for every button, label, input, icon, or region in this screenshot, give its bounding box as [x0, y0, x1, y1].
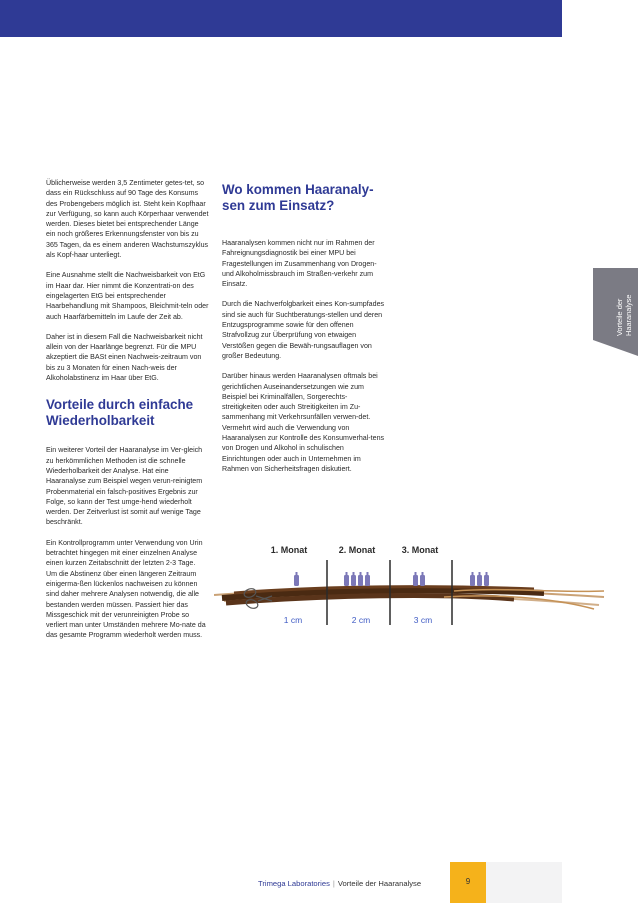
- body-paragraph: Eine Ausnahme stellt die Nachweisbarkeit von EtG im Haar dar. Hier nimmt die Konzentrati-on des eingelagerten EtG bei entsprechender Haarbehandlung mit Shampoos, Bleichmit-teln oder auch Haarfärbemitteln im Laufe der Zeit ab.: [46, 271, 209, 321]
- body-paragraph: Üblicherweise werden 3,5 Zentimeter getes-tet, so dass ein Rückschluss auf 90 Tage des Konsums des Probengebers möglich ist. Steht kein Kopfhaar zur Verfügung, so kann auch Körperhaar verwendet werden. Dieses bietet bei entsprechender Länge ein noch größeres Erkennungsfenster von bis zu 365 Tagen, da es einem anderen Wachstumszyklus als Kopf-haar unterliegt.: [46, 179, 209, 260]
- body-paragraph: Daher ist in diesem Fall die Nachweisbarkeit nicht allein von der Haarlänge begrenzt. Für die MPU akzeptiert die BASt einen Nachweis-zeitraum von bis zu 3 Monaten für einen Nach-weis der Alkoholabstinenz im Haar über EtG.: [46, 332, 203, 383]
- month-label: 2. Monat: [338, 545, 376, 555]
- month-label: 3. Monat: [401, 545, 439, 555]
- length-label: 3 cm: [413, 615, 433, 625]
- body-paragraph: Haaranalysen kommen nicht nur im Rahmen der Fahreignungsdiagnostik bei einer MPU bei Fragestellungen im Zusammenhang von Drogen- und Alkoholmissbrauch im Straßen-verkehr zum Einsatz.: [222, 239, 377, 289]
- left-column: [46, 178, 210, 651]
- body-paragraph: Durch die Nachverfolgbarkeit eines Kon-sumpfades sind sie auch für Suchtberatungs-stellen und deren Entzugsprogramme sowie für den offenen Strafvollzug zur Überprüfung von etwaigen Verstößen gegen die Bewäh-rungsauflagen von großer Bedeutung.: [222, 300, 385, 360]
- section-heading: Vorteile durch einfache Wiederholbarkeit: [46, 397, 194, 429]
- hair-growth-illustration: [214, 535, 614, 635]
- section-heading: Wo kommen Haaranaly-sen zum Einsatz?: [222, 182, 374, 213]
- body-paragraph: Ein Kontrollprogramm unter Verwendung von Urin betrachtet hingegen mit einer einzelnen Analyse einen kurzen Zeitabschnitt der letzten 2-3 Tage. Um die Abstinenz über einen längeren Zeitraum einigerma-ßen lückenlos nachweisen zu können sind daher mehrere Analysen notwendig, die alle bestanden werden müssen. Passiert hier das Missgeschick mit der verunreinigten Probe so verliert man unter Umständen mehrere Mo-nate da das gesamte Programm wiederholt werden muss.: [46, 538, 206, 640]
- side-tab-label: Vorteile der: [615, 298, 624, 336]
- month-label: 1. Monat: [270, 545, 308, 555]
- body-paragraph: Darüber hinaus werden Haaranalysen oftmals bei gerichtlichen Auseinandersetzungen wie zum Beispiel bei Kriminalfällen, Sorgerechts-streitigkeiten oder auch Streitigkeiten im Zu-sammenhang mit Verkehrsunfällen verwen-det. Vermehrt wird auch die Verwendung von Haaranalysen zur Kontrolle des Konsumverhal-tens von Drogen und Alkohol in schulischen Einrichtungen oder auch in Unternehmen im Rahmen von Sicherheitsfragen diskutiert.: [222, 372, 385, 473]
- right-column: [222, 178, 387, 484]
- length-label: 1 cm: [283, 615, 303, 625]
- hair-growth-graphic: [214, 535, 614, 635]
- side-tab-label: Haaranalyse: [624, 294, 633, 336]
- footer: [258, 879, 421, 888]
- page-number: 9: [465, 877, 471, 886]
- body-paragraph: Ein weiterer Vorteil der Haaranalyse im Ver-gleich zu herkömmlichen Methoden ist die schnelle Wiederholbarkeit der Analyse. Hat eine Haaranalyse zum Beispiel wegen verun-reinigtem Probenmaterial ein falsch-positives Ergebnis zur Folge, so kann der Test umge-hend wiederholt werden. Der Zeitverlust ist somit auf wenige Tage beschränkt.: [46, 446, 203, 527]
- footer-brand: Trimega Laboratories: [258, 879, 330, 888]
- footer-strip: [486, 862, 562, 903]
- page-number-box: [450, 862, 486, 903]
- hair-strands: [214, 587, 604, 609]
- footer-section-title: Vorteile der Haaranalyse: [337, 879, 422, 888]
- side-chapter-tab[interactable]: [593, 268, 638, 340]
- top-banner: [0, 0, 562, 37]
- length-label: 2 cm: [351, 615, 371, 625]
- bottle-icon-group: [294, 572, 489, 586]
- footer-separator: |: [332, 879, 335, 888]
